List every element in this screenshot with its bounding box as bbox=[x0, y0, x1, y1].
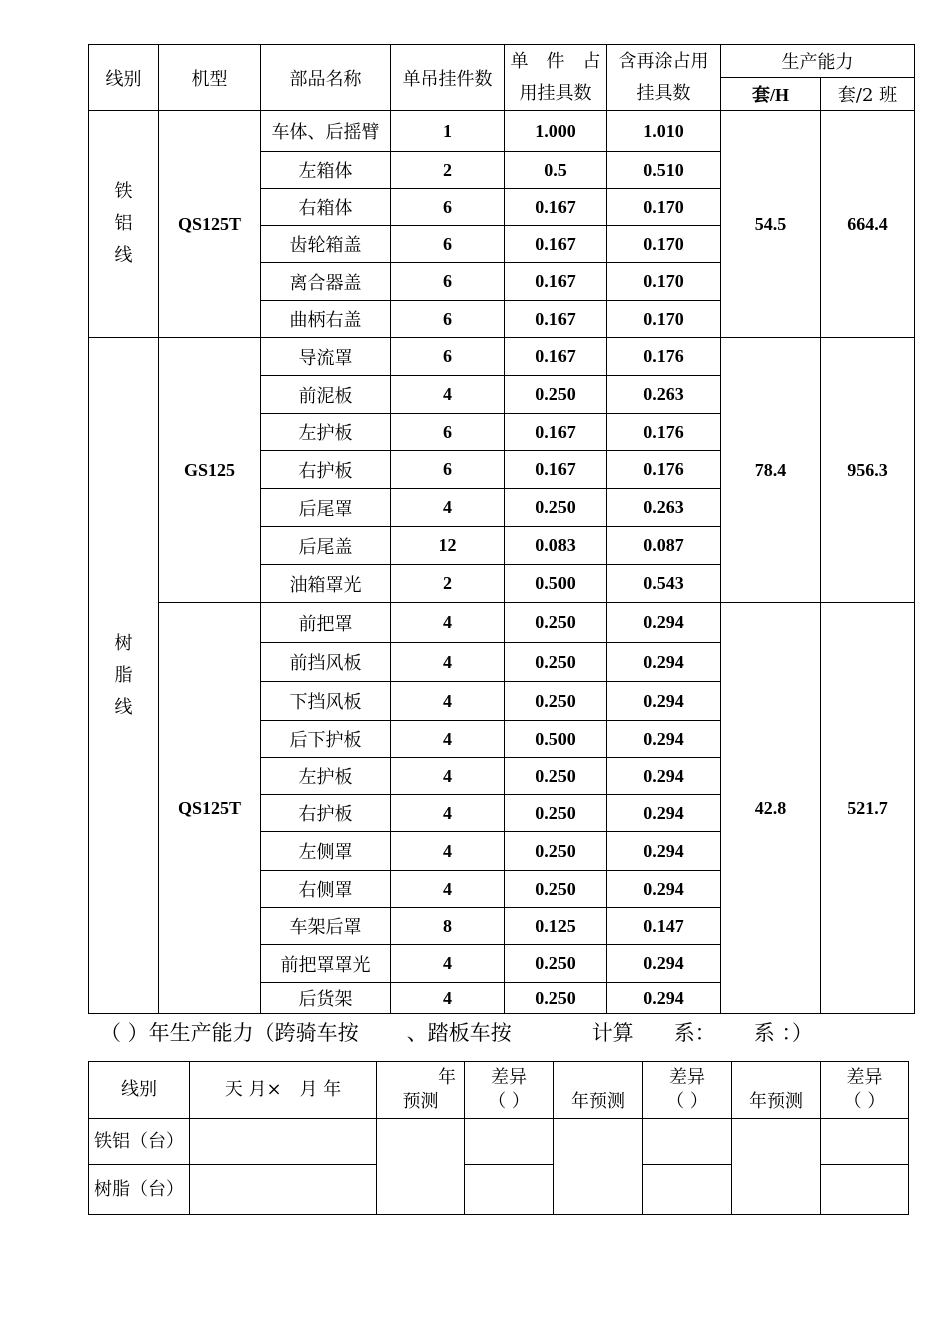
single-usage-cell: 0.250 bbox=[505, 832, 607, 871]
caption-part-3: 计算 bbox=[591, 1021, 634, 1045]
recoat-usage-cell: 0.294 bbox=[607, 983, 721, 1014]
recoat-usage-cell: 0.294 bbox=[607, 945, 721, 983]
caption-part-5: 系 ：） bbox=[753, 1021, 813, 1045]
per-hanger-cell: 4 bbox=[391, 489, 505, 527]
recoat-usage-cell: 0.263 bbox=[607, 376, 721, 414]
recoat-usage-cell: 0.294 bbox=[607, 682, 721, 721]
table-row bbox=[89, 111, 915, 152]
forecast-table bbox=[88, 1061, 909, 1215]
per-hanger-cell: 6 bbox=[391, 226, 505, 263]
recoat-usage-cell: 0.170 bbox=[607, 263, 721, 301]
recoat-usage-cell: 1.010 bbox=[607, 111, 721, 152]
line-char: 线 bbox=[114, 696, 133, 718]
model-cell: GS125 bbox=[159, 338, 261, 603]
per-hanger-cell: 4 bbox=[391, 376, 505, 414]
caption-part-1: （ ）年生产能力（跨骑车按 bbox=[100, 1021, 359, 1045]
part-name-cell: 左侧罩 bbox=[261, 832, 391, 871]
single-usage-cell: 0.500 bbox=[505, 721, 607, 758]
per-hanger-cell: 4 bbox=[391, 945, 505, 983]
per-hanger-cell: 6 bbox=[391, 189, 505, 226]
forecast-cell-iron-diff-1[interactable] bbox=[465, 1119, 554, 1165]
annual-capacity-caption bbox=[100, 1017, 900, 1047]
single-usage-cell: 0.167 bbox=[505, 451, 607, 489]
part-name-cell: 前把罩罩光 bbox=[261, 945, 391, 983]
caption-part-4: 系： bbox=[673, 1021, 716, 1045]
forecast-header-year-3: 年预测 bbox=[732, 1062, 821, 1119]
recoat-usage-cell: 0.294 bbox=[607, 795, 721, 832]
recoat-usage-cell: 0.294 bbox=[607, 721, 721, 758]
header-recoat-usage bbox=[607, 45, 721, 111]
forecast-cell-year-2[interactable] bbox=[554, 1119, 643, 1215]
per-hanger-cell: 6 bbox=[391, 263, 505, 301]
forecast-cell-iron-calc[interactable] bbox=[190, 1119, 377, 1165]
forecast-header-year-2: 年预测 bbox=[554, 1062, 643, 1119]
capacity-per-shift-cell: 956.3 bbox=[821, 338, 915, 603]
forecast-cell-year-3[interactable] bbox=[732, 1119, 821, 1215]
recoat-usage-cell: 0.510 bbox=[607, 152, 721, 189]
part-name-cell: 前泥板 bbox=[261, 376, 391, 414]
per-hanger-cell: 4 bbox=[391, 721, 505, 758]
forecast-header-diff-3 bbox=[821, 1062, 909, 1119]
forecast-diff-paren-1: （ ） bbox=[488, 1091, 530, 1112]
recoat-usage-cell: 0.294 bbox=[607, 871, 721, 908]
recoat-usage-cell: 0.294 bbox=[607, 832, 721, 871]
part-name-cell: 右箱体 bbox=[261, 189, 391, 226]
part-name-cell: 导流罩 bbox=[261, 338, 391, 376]
header-model: 机型 bbox=[159, 45, 261, 111]
line-char: 脂 bbox=[114, 664, 133, 686]
line-char: 铁 bbox=[114, 181, 133, 202]
per-hanger-cell: 4 bbox=[391, 795, 505, 832]
single-usage-cell: 0.167 bbox=[505, 189, 607, 226]
header-single-usage-line2: 用挂具数 bbox=[519, 82, 592, 104]
capacity-per-hour-cell: 54.5 bbox=[721, 111, 821, 338]
single-usage-cell: 0.250 bbox=[505, 643, 607, 682]
table-row bbox=[89, 338, 915, 376]
part-name-cell: 左护板 bbox=[261, 758, 391, 795]
part-name-cell: 左护板 bbox=[261, 414, 391, 451]
recoat-usage-cell: 0.176 bbox=[607, 451, 721, 489]
line-cell bbox=[89, 111, 159, 338]
part-name-cell: 齿轮箱盖 bbox=[261, 226, 391, 263]
single-usage-cell: 0.167 bbox=[505, 338, 607, 376]
per-hanger-cell: 6 bbox=[391, 338, 505, 376]
forecast-header-forecast-label: 预测 bbox=[402, 1091, 439, 1112]
per-hanger-cell: 12 bbox=[391, 527, 505, 565]
single-usage-cell: 0.250 bbox=[505, 758, 607, 795]
per-hanger-cell: 2 bbox=[391, 152, 505, 189]
single-usage-cell: 0.250 bbox=[505, 376, 607, 414]
per-hanger-cell: 4 bbox=[391, 871, 505, 908]
per-hanger-cell: 6 bbox=[391, 451, 505, 489]
line-char: 树 bbox=[114, 632, 133, 654]
header-single-usage bbox=[505, 45, 607, 111]
forecast-row-label-resin: 树脂（台） bbox=[89, 1165, 190, 1215]
forecast-header-line: 线别 bbox=[89, 1062, 190, 1119]
header-part-name: 部品名称 bbox=[261, 45, 391, 111]
single-usage-cell: 0.250 bbox=[505, 795, 607, 832]
single-usage-cell: 0.167 bbox=[505, 414, 607, 451]
forecast-cell-resin-diff-3[interactable] bbox=[821, 1165, 909, 1215]
forecast-diff-label-3: 差异 bbox=[846, 1067, 883, 1088]
per-hanger-cell: 4 bbox=[391, 758, 505, 795]
recoat-usage-cell: 0.170 bbox=[607, 226, 721, 263]
part-name-cell: 后尾罩 bbox=[261, 489, 391, 527]
header-line: 线别 bbox=[89, 45, 159, 111]
header-capacity: 生产能力 bbox=[721, 45, 915, 78]
single-usage-cell: 0.500 bbox=[505, 565, 607, 603]
forecast-cell-iron-diff-2[interactable] bbox=[643, 1119, 732, 1165]
header-per-hanger: 单吊挂件数 bbox=[391, 45, 505, 111]
table-row bbox=[89, 603, 915, 643]
model-cell: QS125T bbox=[159, 603, 261, 1014]
single-usage-cell: 0.125 bbox=[505, 908, 607, 945]
model-cell: QS125T bbox=[159, 111, 261, 338]
recoat-usage-cell: 0.263 bbox=[607, 489, 721, 527]
recoat-usage-cell: 0.294 bbox=[607, 758, 721, 795]
single-usage-cell: 0.083 bbox=[505, 527, 607, 565]
header-recoat-usage-line2: 挂具数 bbox=[636, 82, 691, 104]
single-usage-cell: 0.167 bbox=[505, 301, 607, 338]
caption-part-2: 、踏板车按 bbox=[406, 1021, 512, 1045]
part-name-cell: 下挡风板 bbox=[261, 682, 391, 721]
recoat-usage-cell: 0.170 bbox=[607, 301, 721, 338]
single-usage-cell: 0.167 bbox=[505, 226, 607, 263]
per-hanger-cell: 4 bbox=[391, 832, 505, 871]
single-usage-cell: 0.250 bbox=[505, 489, 607, 527]
forecast-header-diff-2 bbox=[643, 1062, 732, 1119]
forecast-header-diff-1 bbox=[465, 1062, 554, 1119]
per-hanger-cell: 2 bbox=[391, 565, 505, 603]
recoat-usage-cell: 0.147 bbox=[607, 908, 721, 945]
forecast-cell-resin-calc[interactable] bbox=[190, 1165, 377, 1215]
forecast-diff-paren-2: （ ） bbox=[666, 1091, 708, 1112]
forecast-cell-iron-diff-3[interactable] bbox=[821, 1119, 909, 1165]
recoat-usage-cell: 0.176 bbox=[607, 338, 721, 376]
single-usage-cell: 0.250 bbox=[505, 983, 607, 1014]
capacity-per-hour-cell: 78.4 bbox=[721, 338, 821, 603]
forecast-diff-label-1: 差异 bbox=[491, 1067, 527, 1088]
capacity-table bbox=[88, 44, 915, 1014]
forecast-header-calc: 天 月× 月 年 bbox=[190, 1062, 377, 1119]
single-usage-cell: 0.250 bbox=[505, 871, 607, 908]
part-name-cell: 后下护板 bbox=[261, 721, 391, 758]
part-name-cell: 前挡风板 bbox=[261, 643, 391, 682]
part-name-cell: 曲柄右盖 bbox=[261, 301, 391, 338]
forecast-row-label-iron: 铁铝（台） bbox=[89, 1119, 190, 1165]
forecast-header-year-label: 年 bbox=[438, 1067, 456, 1088]
part-name-cell: 离合器盖 bbox=[261, 263, 391, 301]
header-single-usage-line1: 单 件 占 bbox=[510, 50, 601, 72]
line-char: 线 bbox=[114, 245, 133, 266]
per-hanger-cell: 4 bbox=[391, 603, 505, 643]
per-hanger-cell: 4 bbox=[391, 983, 505, 1014]
forecast-diff-paren-3: （ ） bbox=[843, 1091, 886, 1112]
forecast-cell-resin-diff-2[interactable] bbox=[643, 1165, 732, 1215]
forecast-header-year-1 bbox=[377, 1062, 465, 1119]
capacity-per-shift-cell: 664.4 bbox=[821, 111, 915, 338]
header-recoat-usage-line1: 含再涂占用 bbox=[618, 50, 709, 72]
per-hanger-cell: 6 bbox=[391, 414, 505, 451]
per-hanger-cell: 4 bbox=[391, 682, 505, 721]
recoat-usage-cell: 0.294 bbox=[607, 643, 721, 682]
forecast-diff-label-2: 差异 bbox=[669, 1067, 705, 1088]
part-name-cell: 右护板 bbox=[261, 451, 391, 489]
single-usage-cell: 0.250 bbox=[505, 682, 607, 721]
per-hanger-cell: 4 bbox=[391, 643, 505, 682]
part-name-cell: 右护板 bbox=[261, 795, 391, 832]
part-name-cell: 车体、后摇臂 bbox=[261, 111, 391, 152]
single-usage-cell: 0.5 bbox=[505, 152, 607, 189]
recoat-usage-cell: 0.176 bbox=[607, 414, 721, 451]
single-usage-cell: 0.250 bbox=[505, 603, 607, 643]
part-name-cell: 油箱罩光 bbox=[261, 565, 391, 603]
capacity-per-shift-cell: 521.7 bbox=[821, 603, 915, 1014]
header-capacity-per-hour: 套/H bbox=[721, 78, 821, 111]
per-hanger-cell: 6 bbox=[391, 301, 505, 338]
line-cell bbox=[89, 338, 159, 1014]
recoat-usage-cell: 0.170 bbox=[607, 189, 721, 226]
single-usage-cell: 1.000 bbox=[505, 111, 607, 152]
capacity-per-hour-cell: 42.8 bbox=[721, 603, 821, 1014]
part-name-cell: 左箱体 bbox=[261, 152, 391, 189]
line-char: 铝 bbox=[114, 213, 133, 234]
header-capacity-per-shift: 套/2 班 bbox=[821, 78, 915, 111]
part-name-cell: 后货架 bbox=[261, 983, 391, 1014]
single-usage-cell: 0.250 bbox=[505, 945, 607, 983]
recoat-usage-cell: 0.543 bbox=[607, 565, 721, 603]
recoat-usage-cell: 0.087 bbox=[607, 527, 721, 565]
part-name-cell: 车架后罩 bbox=[261, 908, 391, 945]
forecast-cell-resin-diff-1[interactable] bbox=[465, 1165, 554, 1215]
per-hanger-cell: 8 bbox=[391, 908, 505, 945]
part-name-cell: 右侧罩 bbox=[261, 871, 391, 908]
part-name-cell: 前把罩 bbox=[261, 603, 391, 643]
recoat-usage-cell: 0.294 bbox=[607, 603, 721, 643]
single-usage-cell: 0.167 bbox=[505, 263, 607, 301]
per-hanger-cell: 1 bbox=[391, 111, 505, 152]
forecast-cell-year-1[interactable] bbox=[377, 1119, 465, 1215]
part-name-cell: 后尾盖 bbox=[261, 527, 391, 565]
